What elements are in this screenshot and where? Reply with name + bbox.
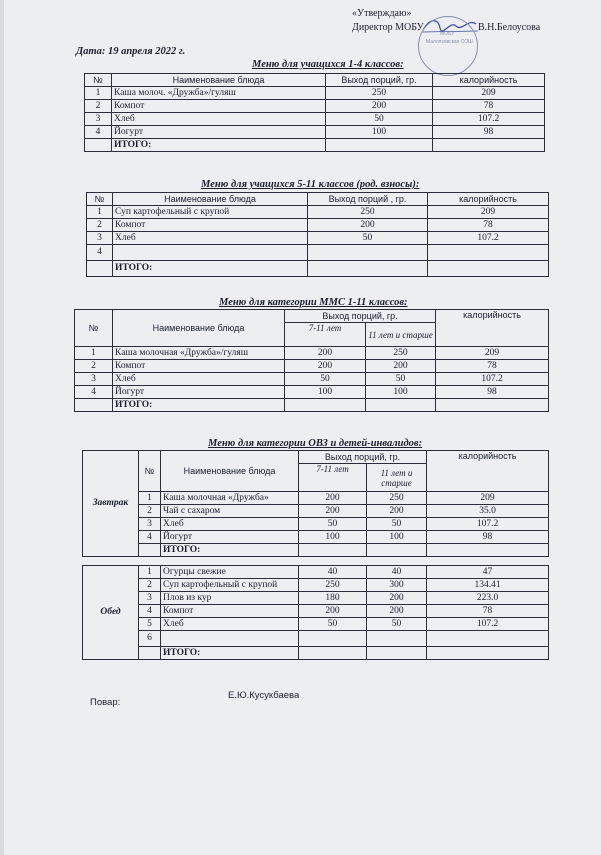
cell: Чай с сахаром <box>161 505 299 518</box>
meal-label-lunch: Обед <box>83 566 139 660</box>
col-header: калорийность <box>427 451 549 492</box>
total-row <box>83 647 549 660</box>
total-label: ИТОГО: <box>113 399 285 412</box>
cell: 100 <box>367 531 427 544</box>
table-row <box>83 631 549 647</box>
total-row <box>75 399 549 412</box>
table-row <box>85 126 545 139</box>
cell: 50 <box>367 518 427 531</box>
cell: 200 <box>308 219 428 232</box>
cell: Суп картофельный с крупой <box>161 579 299 592</box>
table-row <box>75 347 549 360</box>
cell: 78 <box>427 605 549 618</box>
cell: 50 <box>326 113 433 126</box>
cell: Хлеб <box>113 232 308 245</box>
cell: 4 <box>139 531 161 544</box>
cell <box>308 261 428 277</box>
table-row <box>83 566 549 579</box>
col-header: Выход порций , гр. <box>308 193 428 206</box>
cell <box>75 399 113 412</box>
cell: 300 <box>367 579 427 592</box>
cell: 200 <box>299 505 367 518</box>
cell: Плов из кур <box>161 592 299 605</box>
cell: 50 <box>367 618 427 631</box>
cell <box>139 544 161 557</box>
cell <box>427 544 549 557</box>
table-row <box>83 492 549 505</box>
cell: 200 <box>299 605 367 618</box>
table-row <box>75 373 549 386</box>
cell <box>427 631 549 647</box>
cell <box>161 631 299 647</box>
cell <box>85 139 112 152</box>
table-row <box>87 219 549 232</box>
table-row <box>87 245 549 261</box>
cell: 209 <box>428 206 549 219</box>
cell <box>326 139 433 152</box>
table4-lunch <box>82 565 549 660</box>
table-row <box>85 87 545 100</box>
cell: 2 <box>139 579 161 592</box>
cell: 4 <box>85 126 112 139</box>
table-row <box>83 518 549 531</box>
total-row <box>83 544 549 557</box>
table2-title: Меню для учащихся 5-11 классов (род. взносы): <box>201 179 420 190</box>
director-name: В.Н.Белоусова <box>478 22 541 33</box>
table-row <box>87 206 549 219</box>
cell <box>428 261 549 277</box>
col-header: 11 лет и старше <box>366 323 436 347</box>
cell: 100 <box>299 531 367 544</box>
cell: 6 <box>139 631 161 647</box>
col-header: Выход порций, гр. <box>326 74 433 87</box>
table-row <box>85 113 545 126</box>
cell: 40 <box>367 566 427 579</box>
document-date: Дата: 19 апреля 2022 г. <box>76 46 186 57</box>
approval-label: «Утверждаю» <box>352 8 412 19</box>
cell: 50 <box>366 373 436 386</box>
cell: 78 <box>433 100 545 113</box>
col-header: калорийность <box>428 193 549 206</box>
cell: 1 <box>75 347 113 360</box>
cell: Компот <box>161 605 299 618</box>
col-header: Выход порций, гр. <box>299 451 427 464</box>
cell: 3 <box>87 232 113 245</box>
table-row <box>83 592 549 605</box>
cell: 200 <box>367 605 427 618</box>
table-row <box>83 505 549 518</box>
cell: 100 <box>326 126 433 139</box>
cell: 50 <box>299 518 367 531</box>
col-header: калорийность <box>436 310 549 347</box>
cell <box>428 245 549 261</box>
col-header: калорийность <box>433 74 545 87</box>
cell: 200 <box>299 492 367 505</box>
cell: 209 <box>433 87 545 100</box>
cell: Хлеб <box>113 373 285 386</box>
cell: 100 <box>366 386 436 399</box>
cook-label: Повар: <box>90 697 121 708</box>
cell <box>308 245 428 261</box>
cell: 2 <box>139 505 161 518</box>
cell: 200 <box>285 360 366 373</box>
cell: 1 <box>139 492 161 505</box>
cell: Хлеб <box>161 518 299 531</box>
cell: 3 <box>75 373 113 386</box>
cell <box>87 261 113 277</box>
cell: 3 <box>139 518 161 531</box>
cell: 223.0 <box>427 592 549 605</box>
table-header-row <box>85 74 545 87</box>
table1 <box>84 73 545 152</box>
cell: 250 <box>366 347 436 360</box>
cell: 250 <box>367 492 427 505</box>
cell: 4 <box>139 605 161 618</box>
cell <box>299 544 367 557</box>
meal-label-breakfast: Завтрак <box>83 451 139 557</box>
total-row <box>87 261 549 277</box>
cell: 250 <box>299 579 367 592</box>
cell: 107.2 <box>427 618 549 631</box>
cell: 107.2 <box>436 373 549 386</box>
col-header: 7-11 лет <box>285 323 366 347</box>
cell: 5 <box>139 618 161 631</box>
total-label: ИТОГО: <box>113 261 308 277</box>
table3 <box>74 309 549 412</box>
cell <box>433 139 545 152</box>
cell <box>299 631 367 647</box>
cell: 98 <box>436 386 549 399</box>
cell: 2 <box>87 219 113 232</box>
cell: 250 <box>326 87 433 100</box>
cell: Йогурт <box>113 386 285 399</box>
cell: 100 <box>285 386 366 399</box>
table3-title: Меню для категории ММС 1-11 классов: <box>219 297 408 308</box>
table4-title: Меню для категории ОВЗ и детей-инвалидов: <box>208 438 423 449</box>
stamp-text-1: МОБУ <box>440 31 455 37</box>
table2 <box>86 192 549 277</box>
cell <box>299 647 367 660</box>
col-header: № <box>139 451 161 492</box>
col-header: № <box>75 310 113 347</box>
cell: 200 <box>326 100 433 113</box>
cell: 2 <box>85 100 112 113</box>
cell: 200 <box>285 347 366 360</box>
cell <box>436 399 549 412</box>
cell: 200 <box>367 505 427 518</box>
cell: 50 <box>308 232 428 245</box>
cell <box>427 647 549 660</box>
table-row <box>85 100 545 113</box>
cell: 4 <box>75 386 113 399</box>
cook-name: Е.Ю.Кусукбаева <box>228 690 300 701</box>
cell <box>367 631 427 647</box>
table-row <box>87 232 549 245</box>
table-header-row <box>87 193 549 206</box>
stamp-text-2: Малоязовская СОШ <box>426 39 473 45</box>
cell: 78 <box>428 219 549 232</box>
cell: 2 <box>75 360 113 373</box>
approval-position: Директор МОБУ <box>352 22 424 33</box>
cell: 250 <box>308 206 428 219</box>
cell <box>366 399 436 412</box>
school-stamp <box>418 16 478 76</box>
table-row <box>83 579 549 592</box>
cell: Йогурт <box>161 531 299 544</box>
cell: 3 <box>85 113 112 126</box>
total-row <box>85 139 545 152</box>
table-row <box>83 618 549 631</box>
col-header: 11 лет и старше <box>367 464 427 492</box>
cell: 200 <box>367 592 427 605</box>
cell: 180 <box>299 592 367 605</box>
cell: Компот <box>113 360 285 373</box>
table-header-row <box>75 310 549 323</box>
cell <box>113 245 308 261</box>
cell: Йогурт <box>112 126 326 139</box>
cell: Хлеб <box>112 113 326 126</box>
col-header: № <box>85 74 112 87</box>
cell: 1 <box>87 206 113 219</box>
cell: Хлеб <box>161 618 299 631</box>
table-header-row <box>83 451 549 464</box>
cell: 98 <box>427 531 549 544</box>
col-header: Наименование блюда <box>112 74 326 87</box>
cell: 1 <box>139 566 161 579</box>
table1-title: Меню для учащихся 1-4 классов: <box>252 59 404 70</box>
col-header: № <box>87 193 113 206</box>
cell: Каша молочная «Дружба» <box>161 492 299 505</box>
cell: 107.2 <box>427 518 549 531</box>
cell: 47 <box>427 566 549 579</box>
cell: 3 <box>139 592 161 605</box>
cell: 107.2 <box>433 113 545 126</box>
cell: 78 <box>436 360 549 373</box>
cell <box>139 647 161 660</box>
table4 <box>82 450 549 557</box>
cell: 1 <box>85 87 112 100</box>
cell <box>285 399 366 412</box>
table-row <box>75 386 549 399</box>
col-header: Наименование блюда <box>113 310 285 347</box>
cell: 50 <box>299 618 367 631</box>
cell: 4 <box>87 245 113 261</box>
table-row <box>75 360 549 373</box>
cell <box>367 647 427 660</box>
col-header: Выход порций, гр. <box>285 310 436 323</box>
cell: Компот <box>113 219 308 232</box>
cell: 209 <box>436 347 549 360</box>
cell: 107.2 <box>428 232 549 245</box>
total-label: ИТОГО: <box>112 139 326 152</box>
cell: 50 <box>285 373 366 386</box>
cell: Каша молочная «Дружба»/гуляш <box>113 347 285 360</box>
cell: 40 <box>299 566 367 579</box>
col-header: Наименование блюда <box>161 451 299 492</box>
col-header: 7-11 лет <box>299 464 367 492</box>
col-header: Наименование блюда <box>113 193 308 206</box>
cell: Каша молоч. «Дружба»/гуляш <box>112 87 326 100</box>
cell: 134.41 <box>427 579 549 592</box>
table-row <box>83 531 549 544</box>
total-label: ИТОГО: <box>161 647 299 660</box>
total-label: ИТОГО: <box>161 544 299 557</box>
cell: Суп картофельный с крупой <box>113 206 308 219</box>
cell: Компот <box>112 100 326 113</box>
table-row <box>83 605 549 618</box>
cell: 35.0 <box>427 505 549 518</box>
cell: 209 <box>427 492 549 505</box>
cell: Огурцы свежие <box>161 566 299 579</box>
cell: 98 <box>433 126 545 139</box>
cell <box>367 544 427 557</box>
cell: 200 <box>366 360 436 373</box>
